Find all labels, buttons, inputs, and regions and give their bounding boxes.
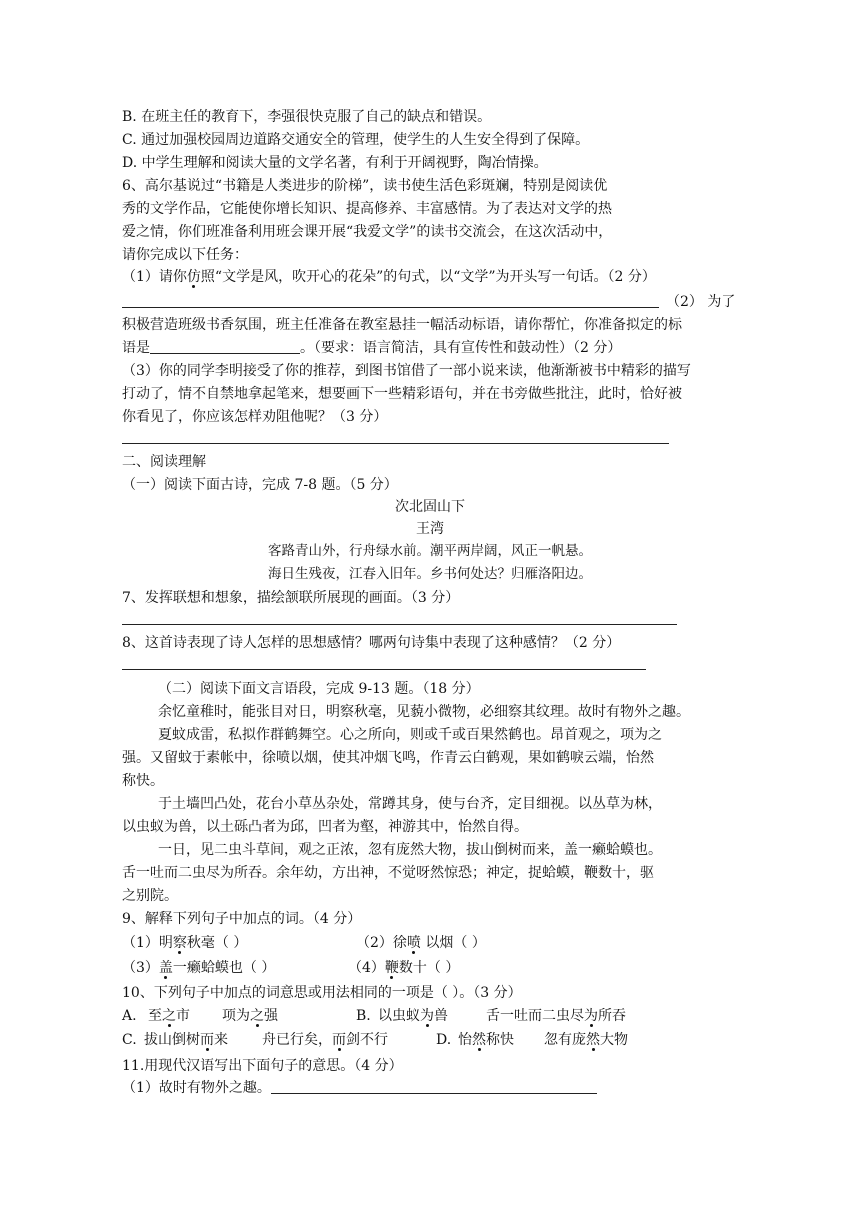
q9-item-3-prefix: （3） [122,960,159,976]
q5-option-c: C. 通过加强校园周边道路交通安全的管理，使学生的人生安全得到了保障。 [122,132,590,148]
q9-item-2-blank[interactable]: 以烟（ ） [420,935,486,951]
q6-task-3-line-1: （3）你的同学李明接受了你的推荐，到图书馆借了一部小说来读，他渐渐被书中精彩的描写 [122,363,691,379]
passage-p4-line-3: 之别院。 [122,888,178,904]
passage-p1: 余忆童稚时，能张目对日，明察秋毫，见藐小微物，必细察其纹理。故时有物外之趣。 [158,704,690,720]
text: 怡 [458,1032,472,1048]
q5-option-d: D. 中学生理解和阅读大量的文学名著，有利于开阔视野，陶冶情操。 [122,155,548,171]
dotted-char: 然 [586,1032,600,1048]
q10-option-a-phrase-1 [148,1005,190,1027]
q10-option-b-phrase-1 [378,1005,448,1027]
q10-option-c-phrase-1 [144,1029,228,1051]
dotted-char: 为 [420,1008,434,1024]
text: 拔山倒树 [144,1032,200,1048]
dotted-char: 之 [250,1008,264,1024]
text: 强 [264,1008,278,1024]
text: 忽有庞 [544,1032,586,1048]
q10-option-b-phrase-2 [486,1005,626,1027]
text: 舟已行矣， [262,1032,332,1048]
q10-option-a-label[interactable]: A. [122,1008,137,1024]
q9-item-1 [122,932,247,954]
poem-line-2: 海日生残夜，江春入旧年。乡书何处达？归雁洛阳边。 [268,566,592,582]
question-8: 8、这首诗表现了诗人怎样的思想感情？哪两句诗集中表现了这种感情？（2 分） [122,635,621,651]
passage-p4-line-2: 舌一吐而二虫尽为所吞。余年幼，方出神，不觉呀然惊恐；神定，捉蛤蟆，鞭数十，驱 [122,865,654,881]
passage-p3-line-1: 于土墙凹凸处，花台小草丛杂处，常蹲其身，使与台齐，定目细视。以丛草为林， [158,796,662,812]
q6-task-2-requirement: 。（要求：语言简洁，具有宣传性和鼓动性）（2 分） [300,340,622,356]
poem-intro: （一）阅读下面古诗，完成 7-8 题。（5 分） [122,477,398,493]
q9-item-2-dotted-char: 喷 [406,935,421,951]
q6-task-3-line-3: 你看见了，你应该怎样劝阻他呢？（3 分） [122,409,388,425]
q6-task-2-label: 语是 [122,340,150,356]
q5-option-b: B. 在班主任的教育下，李强很快克服了自己的缺点和错误。 [122,109,492,125]
q6-task-1-answer-line[interactable] [122,307,659,308]
passage-p2-line-3: 称快。 [122,773,164,789]
q11-item-1-text: （1）故时有物外之趣。 [122,1080,271,1096]
q9-item-3 [122,957,275,979]
q6-intro-line-3: 爱之情，你们班准备利用班会课开展“我爱文学”的读书交流会，在这次活动中， [122,224,613,240]
q9-item-1-dotted-char: 察 [172,935,187,951]
q9-item-4-prefix: （4） [348,960,385,976]
q10-option-c-phrase-2 [262,1029,388,1051]
q6-slogan-blank[interactable] [150,339,300,354]
classical-text-intro: （二）阅读下面文言语段，完成 9-13 题。（18 分） [158,681,480,697]
q9-item-4-dotted-char: 鞭 [384,960,399,976]
text: 市 [176,1008,190,1024]
question-7: 7、发挥联想和想象，描绘颔联所展现的画面。（3 分） [122,590,460,606]
text: 剑不行 [346,1032,388,1048]
q6-intro-line-2: 秀的文学作品，它能使你增长知识、提高修养、丰富感情。为了表达对文学的热 [122,201,612,217]
question-10: 10、下列句子中加点的词意思或用法相同的一项是（ ）。（3 分） [122,985,522,1001]
q9-item-1-blank[interactable]: 秋毫（ ） [186,935,248,951]
q10-option-d-phrase-1 [458,1029,514,1051]
q10-option-d-label[interactable]: D. [436,1032,452,1048]
q9-item-4-blank[interactable]: 数十（ ） [398,960,460,976]
section-2-title: 二、阅读理解 [122,454,206,470]
q6-task-1-prefix: （1）请你 [122,269,187,285]
passage-p4-line-1: 一日，见二虫斗草间，观之正浓，忽有庞然大物，拔山倒树而来，盖一癞蛤蟆也。 [158,842,662,858]
text: 大物 [600,1032,628,1048]
text: 舌一吐而二虫尽 [486,1008,584,1024]
q10-option-b-label[interactable]: B. [356,1008,371,1024]
passage-p2-line-2: 强。又留蚊于素帐中，徐喷以烟，使其冲烟飞鸣，作青云白鹤观，果如鹤唳云端，怡然 [122,750,654,766]
q9-item-1-prefix: （1）明 [122,935,173,951]
passage-p3-line-2: 以虫蚁为兽，以土砾凸者为邱，凹者为壑，神游其中，怡然自得。 [122,819,528,835]
dotted-char: 为 [584,1008,598,1024]
dotted-char: 而 [332,1032,346,1048]
passage-p2-line-1: 夏蚊成雷，私拟作群鹤舞空。心之所向，则或千或百果然鹤也。昂首观之，项为之 [158,727,662,743]
q9-item-2 [356,932,486,954]
poem-author: 王湾 [416,521,444,537]
q9-item-3-dotted-char: 盖 [158,960,173,976]
dotted-char: 之 [162,1008,176,1024]
q6-task-2-line-2: 积极营造班级书香氛围，班主任准备在教室悬挂一幅活动标语，请你帮忙，你准备拟定的标 [122,317,682,333]
q6-task-1-dotted-char: 仿 [186,269,201,285]
text: 所吞 [598,1008,626,1024]
q6-intro-line-1: 6、高尔基说过“书籍是人类进步的阶梯”，读书使生活色彩斑斓，特别是阅读优 [122,178,608,194]
poem-title: 次北固山下 [395,499,465,515]
text: 兽 [434,1008,448,1024]
q6-task-2-start: （2） 为了 [666,294,736,310]
q11-item-1-answer-blank[interactable] [271,1079,597,1094]
question-9: 9、解释下列句子中加点的词。（4 分） [122,911,362,927]
q6-task-3-answer-line[interactable] [122,443,669,444]
text: 至 [148,1008,162,1024]
q8-answer-line[interactable] [122,669,646,670]
q6-task-1 [122,266,656,288]
text: 来 [214,1032,228,1048]
q9-item-3-blank[interactable]: 一癞蛤蟆也（ ） [172,960,276,976]
q11-item-1 [122,1077,597,1099]
q6-task-2-line-3 [122,337,621,359]
q9-item-4 [348,957,459,979]
dotted-char: 然 [472,1032,486,1048]
q7-answer-line[interactable] [122,624,677,625]
text: 称快 [486,1032,514,1048]
q10-option-a-phrase-2 [222,1005,278,1027]
q9-item-2-prefix: （2）徐 [356,935,407,951]
q6-task-1-text: 照“文学是风，吹开心的花朵”的句式，以“文学”为开头写一句话。（2 分） [200,269,656,285]
dotted-char: 而 [200,1032,214,1048]
q6-task-3-line-2: 打动了，情不自禁地拿起笔来，想要画下一些精彩语句，并在书旁做些批注，此时，恰好被 [122,386,682,402]
q10-option-d-phrase-2 [544,1029,628,1051]
text: 以虫蚁 [378,1008,420,1024]
q6-intro-line-4: 请你完成以下任务： [122,247,248,263]
question-11: 11.用现代汉语写出下面句子的意思。（4 分） [122,1058,403,1074]
poem-line-1: 客路青山外，行舟绿水前。潮平两岸阔，风正一帆悬。 [268,543,592,559]
q10-option-c-label[interactable]: C. [122,1032,137,1048]
text: 项为 [222,1008,250,1024]
